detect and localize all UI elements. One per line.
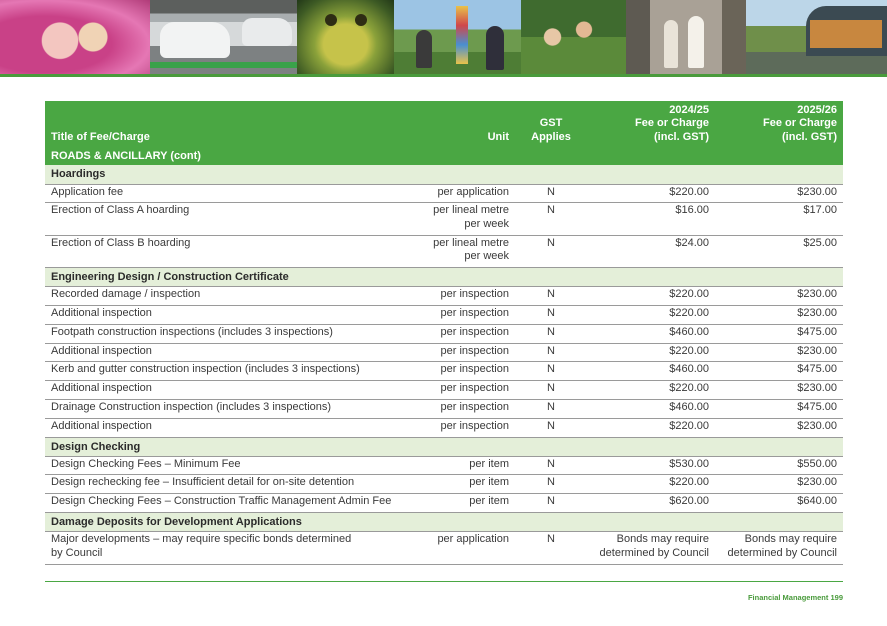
fee-2025-26: $640.00 xyxy=(715,494,843,513)
header-title: Title of Fee/Charge xyxy=(45,101,415,146)
fee-unit: per inspection xyxy=(415,306,515,325)
group-title: Hoardings xyxy=(45,165,843,184)
fee-title: Additional inspection xyxy=(45,306,415,325)
fee-unit: per inspection xyxy=(415,287,515,306)
fee-title: Footpath construction inspections (includes 3 inspections) xyxy=(45,324,415,343)
children-reading-photo xyxy=(0,0,150,74)
fee-unit: per inspection xyxy=(415,418,515,437)
fee-2025-26: $230.00 xyxy=(715,287,843,306)
fee-gst: N xyxy=(515,475,587,494)
fee-2024-25: $24.00 xyxy=(587,235,715,268)
table-row xyxy=(45,475,843,494)
table-header-row xyxy=(45,101,843,146)
table-row xyxy=(45,324,843,343)
fee-unit: per item xyxy=(415,494,515,513)
fee-2024-25: $220.00 xyxy=(587,475,715,494)
table-row xyxy=(45,418,843,437)
footer-divider xyxy=(45,581,843,582)
fee-2025-26: $17.00 xyxy=(715,203,843,236)
fee-title: Erection of Class A hoarding xyxy=(45,203,415,236)
group-title: Damage Deposits for Development Applications xyxy=(45,513,843,532)
group-title: Engineering Design / Construction Certificate xyxy=(45,268,843,287)
fee-title: Design Checking Fees – Minimum Fee xyxy=(45,456,415,475)
family-play-tower-photo xyxy=(394,0,521,74)
fee-gst: N xyxy=(515,306,587,325)
fee-2025-26: $475.00 xyxy=(715,400,843,419)
fee-2024-25: $16.00 xyxy=(587,203,715,236)
header-fee-2025-26: 2025/26 Fee or Charge (incl. GST) xyxy=(715,101,843,146)
fee-unit: per inspection xyxy=(415,362,515,381)
fee-title: Design Checking Fees – Construction Traffic Management Admin Fee xyxy=(45,494,415,513)
group-in-garden-photo xyxy=(521,0,626,74)
fee-title: Drainage Construction inspection (includes 3 inspections) xyxy=(45,400,415,419)
banner-divider xyxy=(0,74,887,77)
fee-2025-26: $230.00 xyxy=(715,418,843,437)
outdoor-cafe-photo xyxy=(746,0,887,74)
fee-title: Kerb and gutter construction inspection (includes 3 inspections) xyxy=(45,362,415,381)
fee-title: Erection of Class B hoarding xyxy=(45,235,415,268)
group-title: Design Checking xyxy=(45,437,843,456)
table-row xyxy=(45,184,843,203)
table-row xyxy=(45,494,843,513)
header-fee-2024-25: 2024/25 Fee or Charge (incl. GST) xyxy=(587,101,715,146)
fee-unit: per lineal metre per week xyxy=(415,235,515,268)
fee-gst: N xyxy=(515,418,587,437)
table-row xyxy=(45,381,843,400)
table-row xyxy=(45,532,843,565)
table-row xyxy=(45,400,843,419)
fee-unit: per inspection xyxy=(415,381,515,400)
fee-unit: per lineal metre per week xyxy=(415,203,515,236)
fee-2024-25: $460.00 xyxy=(587,362,715,381)
electric-cars-charging-photo xyxy=(150,0,297,74)
group-row-design-checking xyxy=(45,437,843,456)
fee-gst: N xyxy=(515,184,587,203)
section-row xyxy=(45,146,843,165)
fee-2024-25: $220.00 xyxy=(587,184,715,203)
table-row xyxy=(45,203,843,236)
table-row xyxy=(45,287,843,306)
fee-2025-26: $25.00 xyxy=(715,235,843,268)
section-title: ROADS & ANCILLARY (cont) xyxy=(45,146,843,165)
fee-2025-26: $230.00 xyxy=(715,381,843,400)
fee-2025-26: $550.00 xyxy=(715,456,843,475)
fee-2024-25: $460.00 xyxy=(587,400,715,419)
fee-gst: N xyxy=(515,287,587,306)
table-row xyxy=(45,362,843,381)
fee-title: Additional inspection xyxy=(45,381,415,400)
fee-2024-25: $220.00 xyxy=(587,306,715,325)
fee-unit: per inspection xyxy=(415,324,515,343)
fee-2024-25: $530.00 xyxy=(587,456,715,475)
street-shoppers-photo xyxy=(626,0,746,74)
fee-2025-26: $475.00 xyxy=(715,362,843,381)
fee-gst: N xyxy=(515,203,587,236)
fee-2025-26: Bonds may require determined by Council xyxy=(715,532,843,565)
fee-2025-26: $230.00 xyxy=(715,343,843,362)
group-row-hoardings xyxy=(45,165,843,184)
fee-unit: per application xyxy=(415,532,515,565)
fee-title: Recorded damage / inspection xyxy=(45,287,415,306)
fee-title: Major developments – may require specific bonds determined by Council xyxy=(45,532,415,565)
fee-2024-25: $220.00 xyxy=(587,381,715,400)
group-row-engineering-design xyxy=(45,268,843,287)
fee-gst: N xyxy=(515,456,587,475)
group-row-damage-deposits xyxy=(45,513,843,532)
header-gst: GST Applies xyxy=(515,101,587,146)
fee-unit: per item xyxy=(415,456,515,475)
fee-gst: N xyxy=(515,235,587,268)
photo-banner xyxy=(0,0,887,74)
fee-2024-25: Bonds may require determined by Council xyxy=(587,532,715,565)
fee-2024-25: $220.00 xyxy=(587,287,715,306)
fee-unit: per inspection xyxy=(415,343,515,362)
fee-title: Additional inspection xyxy=(45,418,415,437)
page-footer: Financial Management 199 xyxy=(747,593,843,602)
fee-unit: per inspection xyxy=(415,400,515,419)
fee-gst: N xyxy=(515,343,587,362)
fee-gst: N xyxy=(515,400,587,419)
header-unit: Unit xyxy=(415,101,515,146)
fee-title: Application fee xyxy=(45,184,415,203)
fee-2024-25: $620.00 xyxy=(587,494,715,513)
fee-gst: N xyxy=(515,494,587,513)
fee-gst: N xyxy=(515,362,587,381)
table-row xyxy=(45,456,843,475)
fee-2025-26: $230.00 xyxy=(715,306,843,325)
fee-unit: per application xyxy=(415,184,515,203)
fee-2024-25: $220.00 xyxy=(587,343,715,362)
fee-gst: N xyxy=(515,324,587,343)
fee-2025-26: $230.00 xyxy=(715,475,843,494)
fees-table xyxy=(45,101,843,565)
fee-2024-25: $220.00 xyxy=(587,418,715,437)
table-row xyxy=(45,235,843,268)
fee-2025-26: $230.00 xyxy=(715,184,843,203)
fee-gst: N xyxy=(515,381,587,400)
table-row xyxy=(45,343,843,362)
table-row xyxy=(45,306,843,325)
fee-gst: N xyxy=(515,532,587,565)
fee-2024-25: $460.00 xyxy=(587,324,715,343)
fee-title: Design rechecking fee – Insufficient detail for on-site detention xyxy=(45,475,415,494)
frog-photo xyxy=(297,0,394,74)
fee-title: Additional inspection xyxy=(45,343,415,362)
fee-unit: per item xyxy=(415,475,515,494)
fee-2025-26: $475.00 xyxy=(715,324,843,343)
